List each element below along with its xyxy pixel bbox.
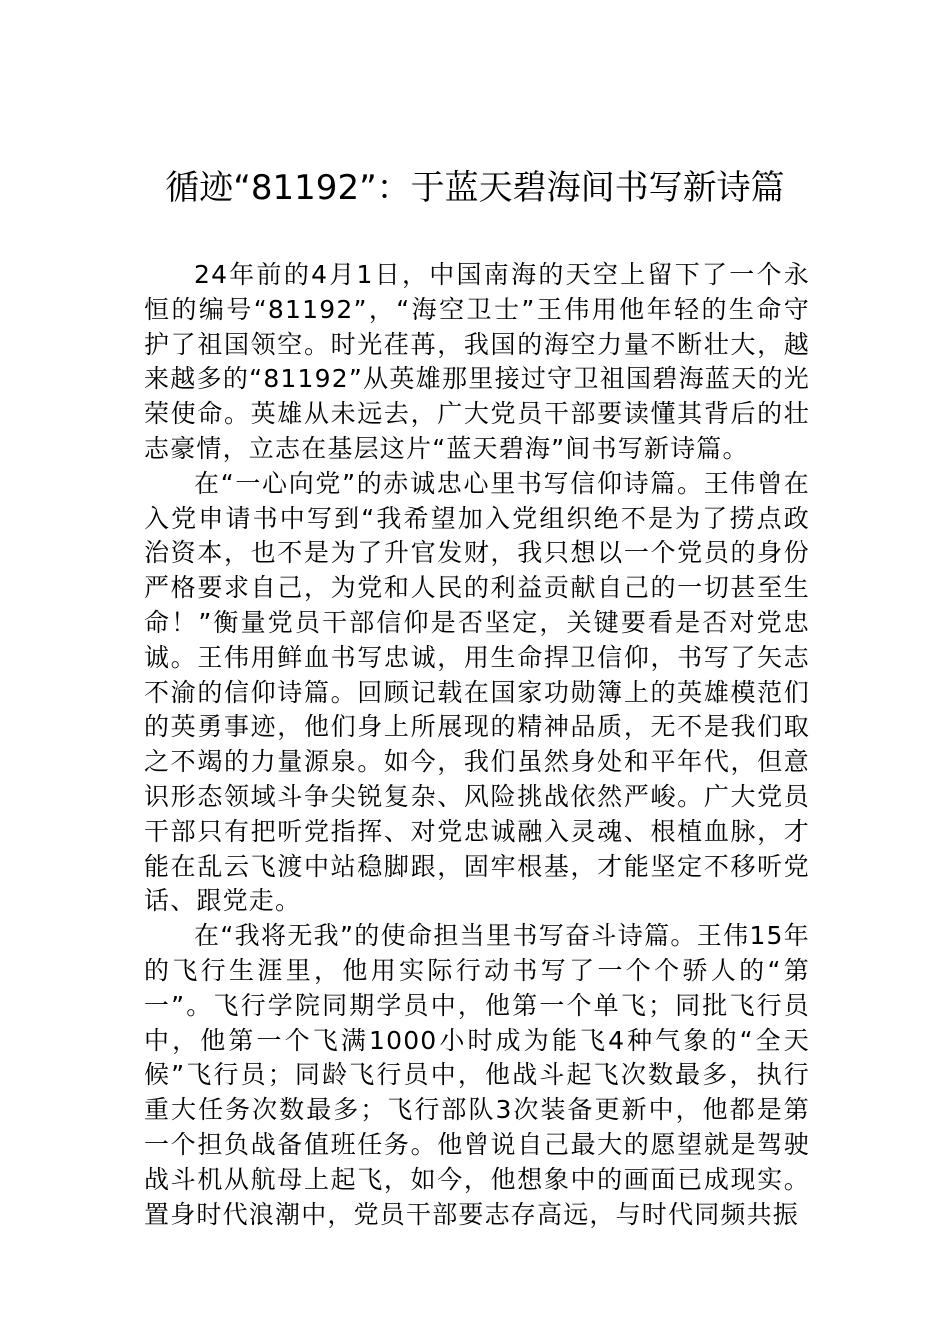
paragraph-2: 在“一心向党”的赤诚忠心里书写信仰诗篇。王伟曾在入党申请书中写到“我希望加入党组织绝不是为了捞点政治资本，也不是为了升官发财，我只想以一个党员的身份严格要求自己，为党和人民的利益贡献自己的一切甚至生命！”衡量党员干部信仰是否坚定，关键要看是否对党忠诚。王伟用鲜血书写忠诚，用生命捍卫信仰，书写了矢志不渝的信仰诗篇。回顾记载在国家功勋簿上的英雄模范们的英勇事迹，他们身上所展现的精神品质，无不是我们取之不竭的力量源泉。如今，我们虽然身处和平年代，但意识形态领域斗争尖锐复杂、风险挑战依然严峻。广大党员干部只有把听党指挥、对党忠诚融入灵魂、根植血脉，才能在乱云飞渡中站稳脚跟，固牢根基，才能坚定不移听党话、跟党走。 [144, 468, 810, 916]
paragraph-1: 24年前的4月1日，中国南海的天空上留下了一个永恒的编号“81192”，“海空卫士”王伟用他年轻的生命守护了祖国领空。时光荏苒，我国的海空力量不断壮大，越来越多的“81192”从英雄那里接过守卫祖国碧海蓝天的光荣使命。英雄从未远去，广大党员干部要读懂其背后的壮志豪情，立志在基层这片“蓝天碧海”间书写新诗篇。 [144, 260, 810, 463]
paragraph-3: 在“我将无我”的使命担当里书写奋斗诗篇。王伟15年的飞行生涯里，他用实际行动书写了一个个骄人的“第一”。飞行学院同期学员中，他第一个单飞；同批飞行员中，他第一个飞满1000小时成为能飞4种气象的“全天候”飞行员；同龄飞行员中，他战斗起飞次数最多，执行重大任务次数最多；飞行部队3次装备更新中，他都是第一个担负战备值班任务。他曾说自己最大的愿望就是驾驶战斗机从航母上起飞，如今，他想象中的画面已成现实。置身时代浪潮中，党员干部要志存高远，与时代同频共振 [144, 921, 810, 1229]
document-title: 循迹“81192”：于蓝天碧海间书写新诗篇 [165, 168, 785, 208]
document-body [144, 258, 810, 1232]
